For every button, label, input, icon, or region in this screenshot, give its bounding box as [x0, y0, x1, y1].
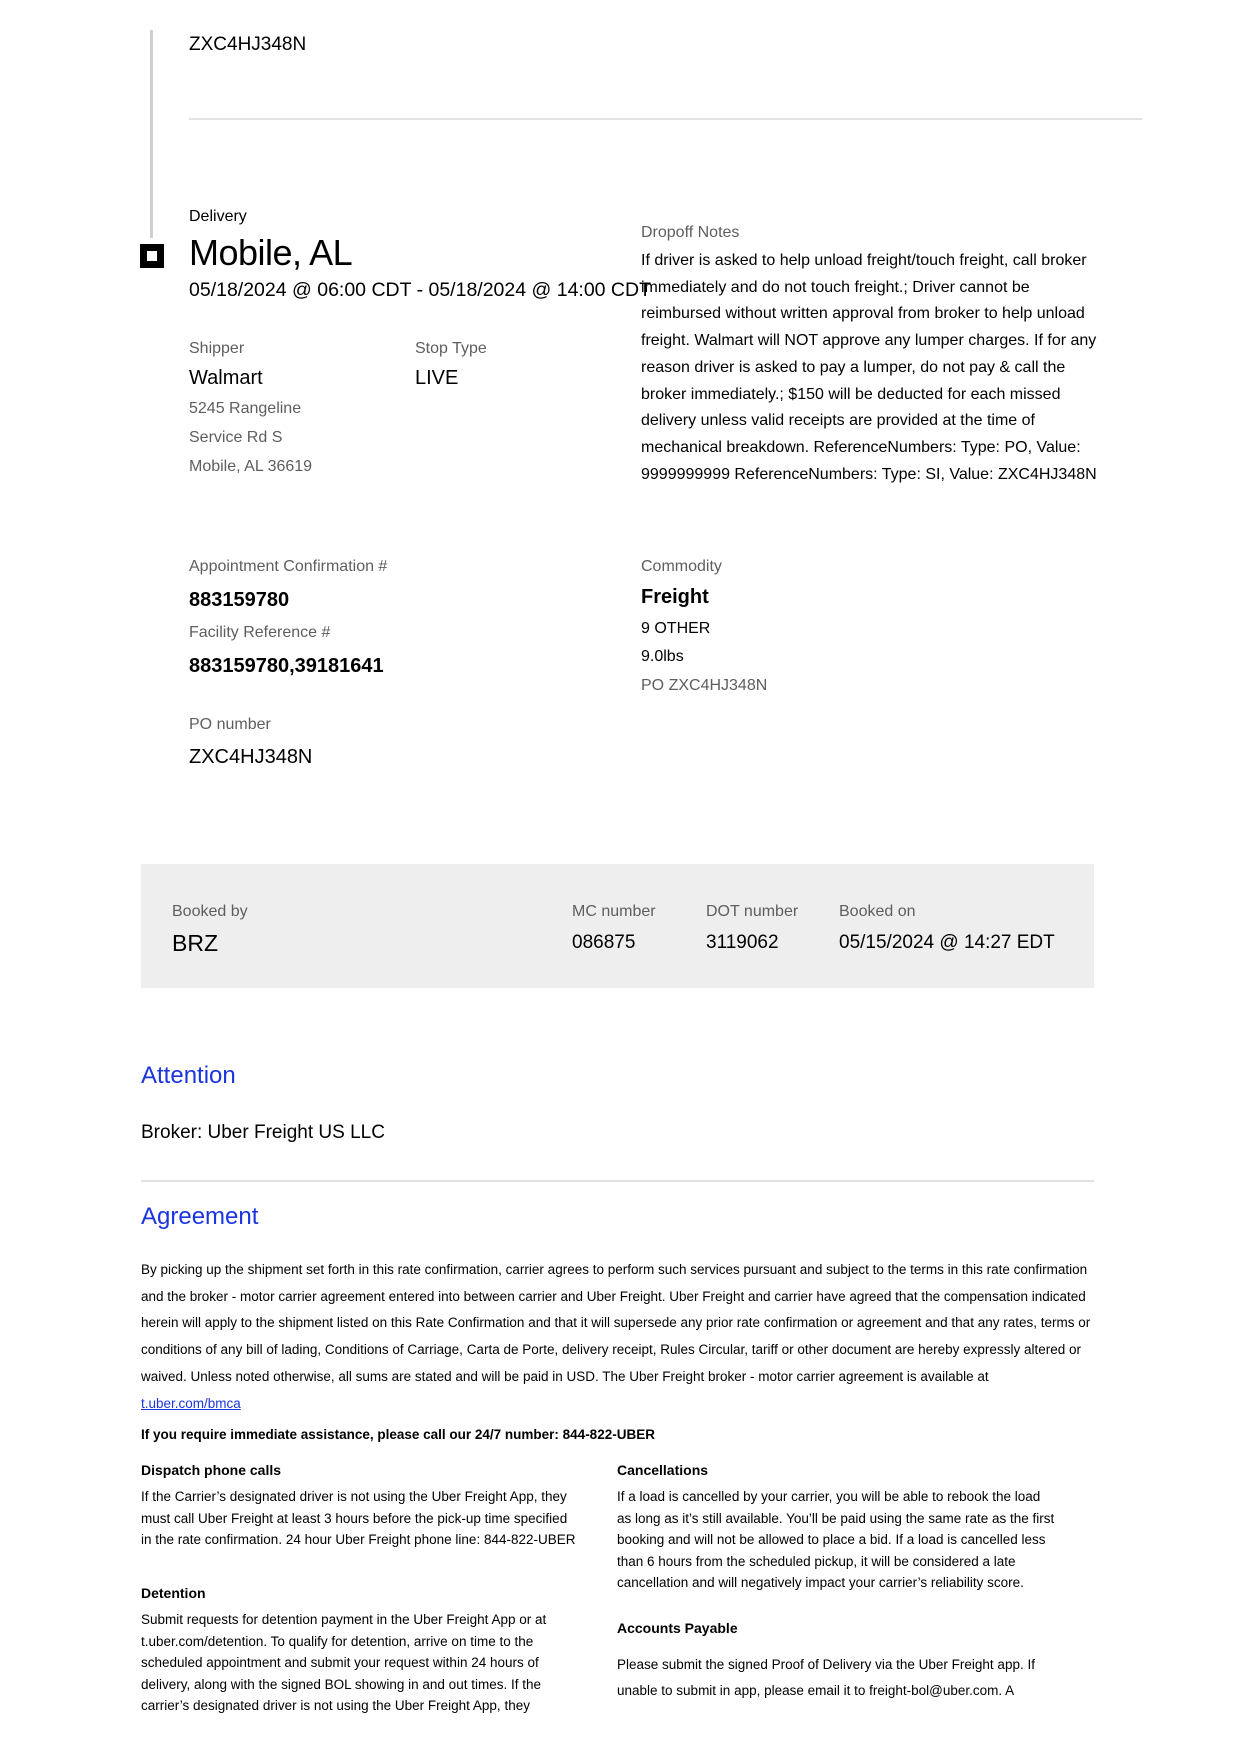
bmca-link[interactable]: t.uber.com/bmca	[141, 1395, 241, 1411]
facility-value: 883159780,39181641	[189, 655, 384, 677]
booked-by-label: Booked by	[172, 903, 248, 920]
dropoff-notes-label: Dropoff Notes	[641, 224, 740, 241]
commodity-weight: 9.0lbs	[641, 648, 684, 665]
stop-type-field-label: Stop Type	[415, 340, 487, 357]
address-line: 5245 Rangeline	[189, 400, 302, 417]
booked-on-value: 05/15/2024 @ 14:27 EDT	[839, 932, 1055, 953]
cancellations-title: Cancellations	[617, 1462, 709, 1478]
accounts-payable-text: Please submit the signed Proof of Delivery via the Uber Freight app. If unable to submit in app, please email it to freight-bol@uber.com. A	[617, 1657, 1035, 1698]
dispatch-title: Dispatch phone calls	[141, 1462, 282, 1478]
divider	[189, 118, 1142, 120]
load-reference: ZXC4HJ348N	[189, 34, 307, 55]
mc-value: 086875	[572, 932, 636, 953]
agreement-title: Agreement	[141, 1203, 259, 1230]
shipper-name: Walmart	[189, 367, 263, 389]
assistance-line: If you require immediate assistance, please call our 24/7 number: 844-822-UBER	[141, 1427, 655, 1442]
facility-label: Facility Reference #	[189, 624, 331, 641]
dot-label: DOT number	[706, 903, 799, 920]
appointment-label: Appointment Confirmation #	[189, 558, 388, 575]
shipper-label: Shipper	[189, 340, 245, 357]
booked-by-value: BRZ	[172, 930, 218, 956]
cancellations-text: If a load is cancelled by your carrier, you will be able to rebook the load as long as it’s still available. You’ll be paid using the same rate as the first booking and will not be allowed to place a bid. If a load is cancelled less than 6 hours from the scheduled pickup, it will be considered a late cancellation and will negatively impact your carrier’s reliability score.	[617, 1489, 1055, 1590]
detention-text: Submit requests for detention payment in the Uber Freight App or at t.uber.com/detention. To qualify for detention, arrive on time to the scheduled appointment and submit your request within 24 hours of delivery, along with the signed BOL showing in and out times. If the carrier’s designated driver is not using the Uber Freight App, they	[141, 1612, 547, 1713]
accounts-payable-title: Accounts Payable	[617, 1620, 738, 1636]
stop-square-icon	[140, 244, 164, 268]
address-line: Mobile, AL 36619	[189, 458, 313, 475]
broker-name: Broker: Uber Freight US LLC	[141, 1122, 385, 1143]
dot-value: 3119062	[706, 932, 779, 953]
commodity-po: PO ZXC4HJ348N	[641, 677, 768, 694]
stop-type-value: LIVE	[415, 367, 459, 389]
address-line: Service Rd S	[189, 429, 283, 446]
appointment-value: 883159780	[189, 589, 290, 611]
booking-summary	[141, 864, 1094, 988]
agreement-body: By picking up the shipment set forth in this rate confirmation, carrier agrees to perform such services pursuant and subject to the terms in this rate confirmation and the broker - motor carrier agreement entered into between carrier and Uber Freight. Uber Freight and carrier have agreed that the compensation indicated herein will apply to the shipment listed on this Rate Confirmation and that it will supersede any prior rate confirmation or agreement and that any rates, terms or conditions of any bill of lading, Conditions of Carriage, Carta de Porte, delivery receipt, Rules Circular, tariff or other document are hereby expressly altered or waived. Unless noted otherwise, all sums are stated and will be paid in USD. The Uber Freight broker - motor carrier agreement is available at t.uber.com/bmca	[141, 1262, 1091, 1411]
stop-city: Mobile, AL	[189, 232, 353, 273]
commodity-quantity: 9 OTHER	[641, 620, 711, 637]
commodity-name: Freight	[641, 586, 709, 608]
stop-type-label: Delivery	[189, 208, 247, 225]
mc-label: MC number	[572, 903, 656, 920]
po-value: ZXC4HJ348N	[189, 746, 313, 768]
po-label: PO number	[189, 716, 271, 733]
detention-title: Detention	[141, 1585, 206, 1601]
dispatch-text: If the Carrier’s designated driver is not using the Uber Freight App, they must call Uber Freight at least 3 hours before the pick-up time specified in the rate confirmation. 24 hour Uber Freight phone line: 844-822-UBER	[141, 1489, 576, 1547]
commodity-label: Commodity	[641, 558, 722, 575]
shipper-address	[189, 394, 312, 481]
attention-title: Attention	[141, 1062, 236, 1089]
timeline-line	[150, 30, 153, 238]
dropoff-notes: If driver is asked to help unload freight/touch freight, call broker immediately and do not touch freight.; Driver cannot be reimbursed without written approval from broker to help unload freight. Walmart will NOT approve any lumper charges. If for any reason driver is asked to pay a lumper, do not pay & call the broker immediately.; $150 will be deducted for each missed delivery unless valid receipts are provided at the time of mechanical breakdown. ReferenceNumbers: Type: PO, Value: 9999999999 ReferenceNumbers: Type: SI, Value: ZXC4HJ348N	[641, 252, 1097, 483]
divider	[141, 1180, 1094, 1182]
booked-on-label: Booked on	[839, 903, 916, 920]
stop-window: 05/18/2024 @ 06:00 CDT - 05/18/2024 @ 14:00 CDT	[189, 279, 652, 301]
